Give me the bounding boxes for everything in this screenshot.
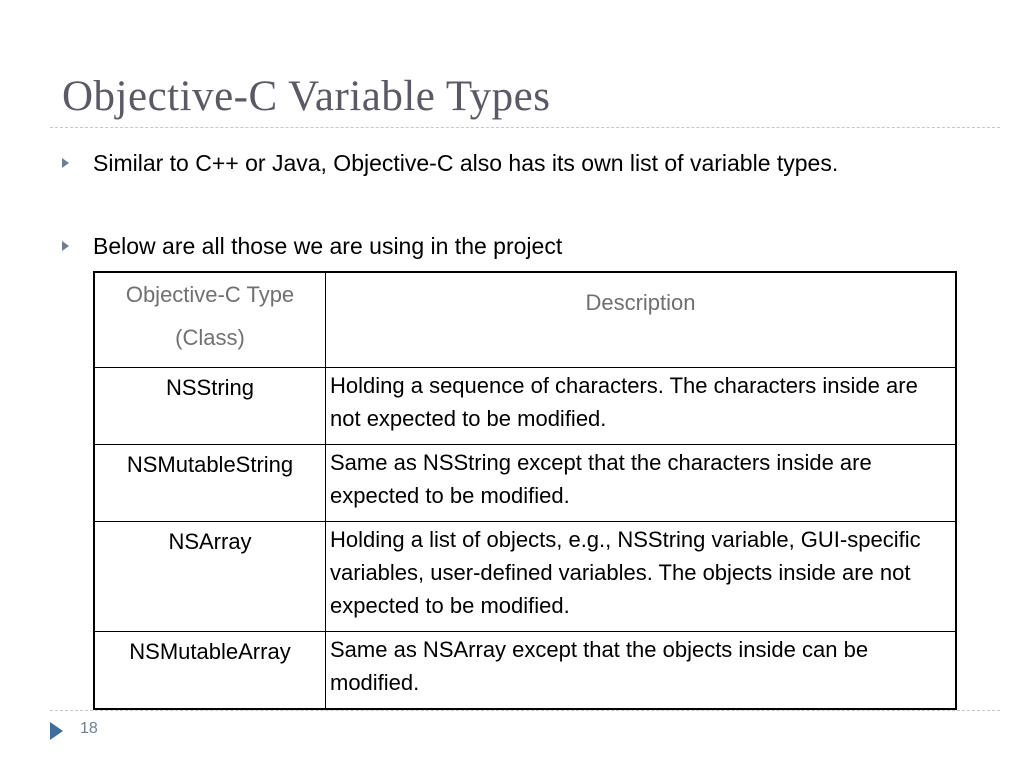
table-row — [94, 445, 956, 522]
slide-title: Objective-C Variable Types — [62, 73, 551, 120]
type-cell: NSArray — [94, 522, 326, 632]
bullet-text: Similar to C++ or Java, Objective-C also has its own list of variable types. — [93, 150, 839, 176]
type-cell: NSString — [94, 368, 326, 445]
page-number: 18 — [80, 720, 98, 737]
bullet-text: Below are all those we are using in the project — [93, 233, 563, 259]
header-description: Description — [326, 272, 957, 368]
header-type: Objective-C Type (Class) — [94, 272, 326, 368]
footer-arrow-icon — [50, 722, 63, 740]
bullet-item — [62, 228, 962, 268]
description-cell: Same as NSArray except that the objects inside can be modified. — [326, 632, 957, 710]
table-header-row — [94, 272, 956, 368]
table-row — [94, 632, 956, 710]
bullet-arrow-icon — [62, 241, 69, 251]
table-row — [94, 368, 956, 445]
bullet-arrow-icon — [62, 158, 69, 168]
type-cell: NSMutableArray — [94, 632, 326, 710]
footer-divider — [50, 710, 1000, 711]
variable-types-table — [93, 271, 957, 710]
type-cell: NSMutableString — [94, 445, 326, 522]
description-cell: Holding a list of objects, e.g., NSString variable, GUI-specific variables, user-defined variables. The objects inside are not expected to be modified. — [326, 522, 957, 632]
description-cell: Same as NSString except that the characters inside are expected to be modified. — [326, 445, 957, 522]
bullet-item — [62, 145, 962, 225]
table-row — [94, 522, 956, 632]
title-divider — [50, 127, 1000, 128]
description-cell: Holding a sequence of characters. The characters inside are not expected to be modified. — [326, 368, 957, 445]
